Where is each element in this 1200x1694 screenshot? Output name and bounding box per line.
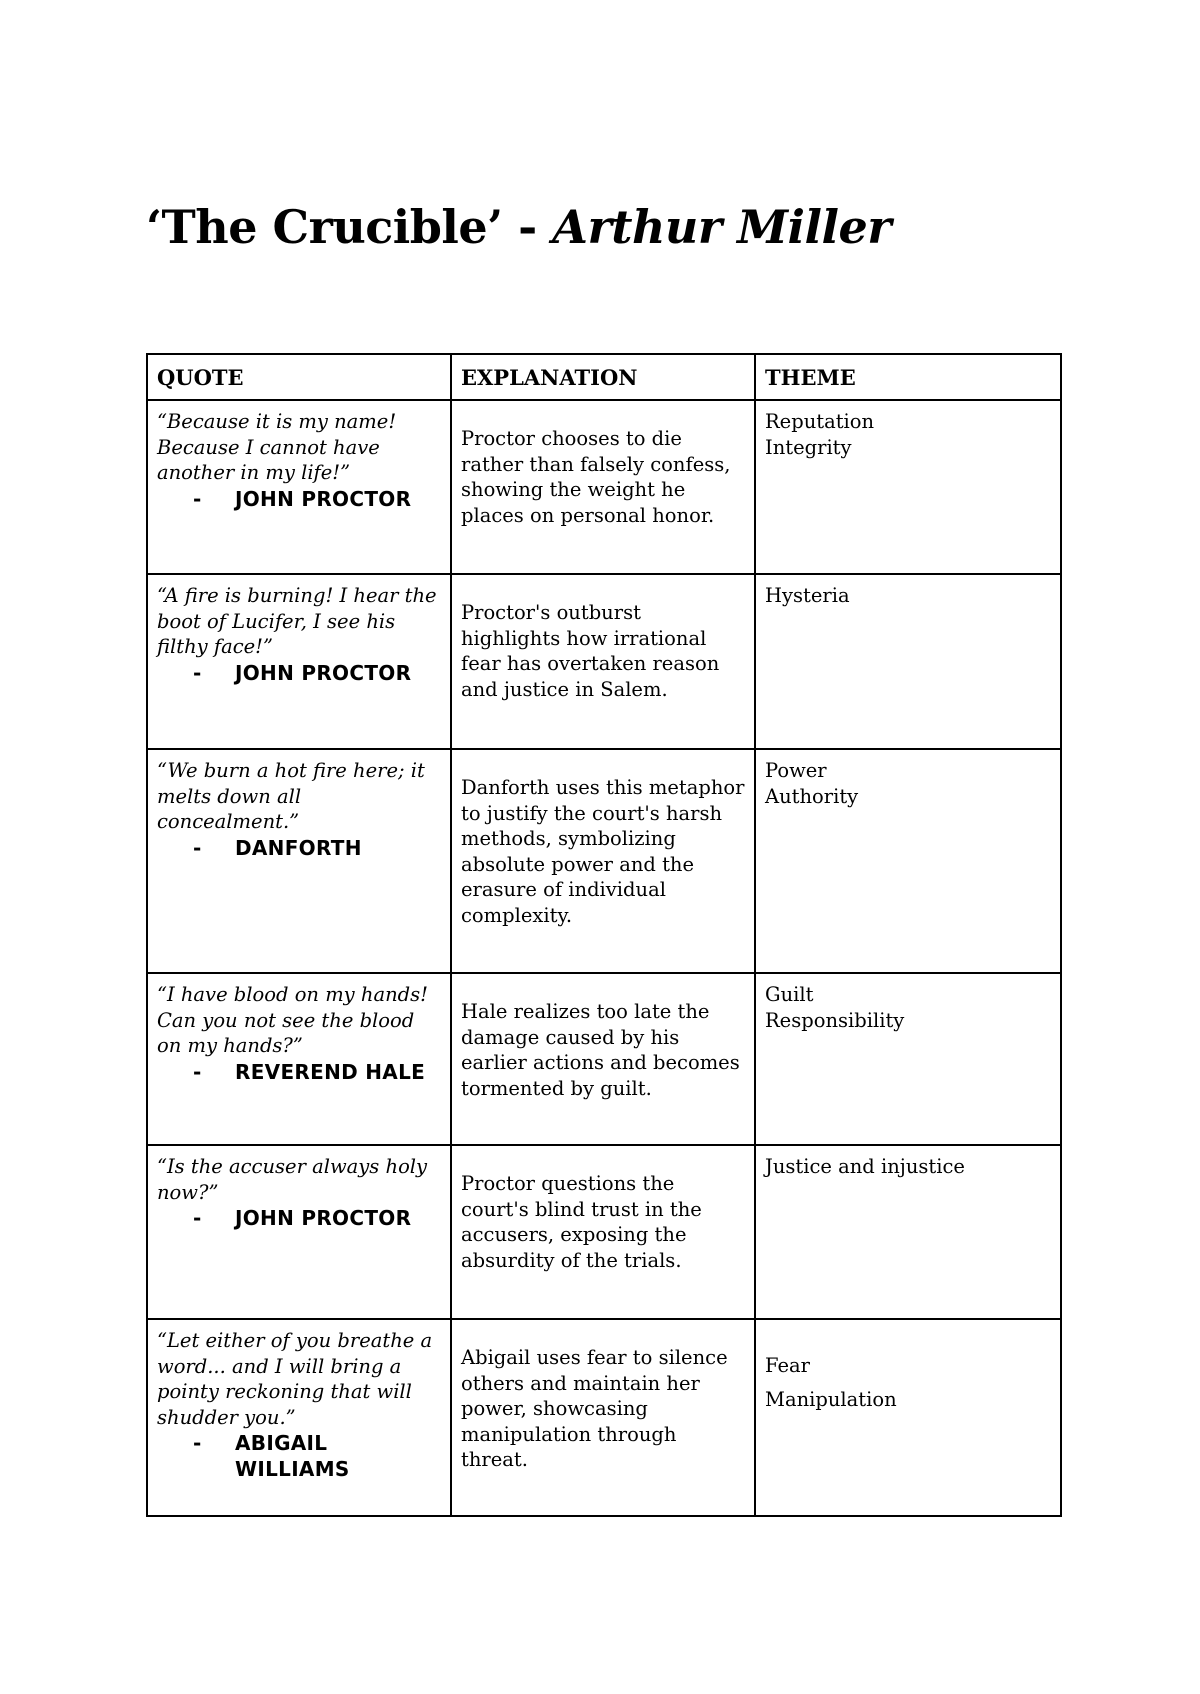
speaker xyxy=(157,835,441,861)
quote-text: “I have blood on my hands! Can you not see the blood on my hands?” xyxy=(157,983,428,1057)
table-row xyxy=(147,400,1061,574)
header-theme: THEME xyxy=(755,354,1061,400)
theme-label: Reputation xyxy=(765,410,875,433)
theme-label: Hysteria xyxy=(765,584,850,607)
explanation-cell: Abigail uses fear to silence others and maintain her power, showcasing manipulation through threat. xyxy=(451,1319,755,1516)
speaker-bullet: - xyxy=(193,835,202,860)
table-header-row xyxy=(147,354,1061,400)
speaker-name: JOHN PROCTOR xyxy=(235,1206,412,1230)
speaker-bullet: - xyxy=(193,1431,202,1455)
speaker-name: JOHN PROCTOR xyxy=(235,660,412,685)
quote-text: “We burn a hot fire here; it melts down all concealment.” xyxy=(157,759,425,833)
quote-text: “Is the accuser always holy now?” xyxy=(157,1155,428,1204)
speaker-name: ABIGAIL WILLIAMS xyxy=(235,1431,350,1481)
explanation-cell: Proctor's outburst highlights how irrational fear has overtaken reason and justice in Salem. xyxy=(451,574,755,749)
theme-label: Authority xyxy=(765,784,859,808)
quote-cell xyxy=(147,574,451,749)
header-quote: QUOTE xyxy=(147,354,451,400)
speaker-bullet: - xyxy=(193,486,202,511)
speaker-name: DANFORTH xyxy=(235,835,362,860)
page-title xyxy=(146,200,891,255)
speaker xyxy=(157,1430,441,1482)
table-row xyxy=(147,749,1061,973)
explanation-cell: Danforth uses this metaphor to justify the court's harsh methods, symbolizing absolute power and the erasure of individual complexity. xyxy=(451,749,755,973)
quote-cell xyxy=(147,400,451,574)
speaker xyxy=(157,1205,441,1231)
theme-label: Guilt xyxy=(765,983,814,1006)
quote-text: “A fire is burning! I hear the boot of Lucifer, I see his filthy face!” xyxy=(157,584,437,658)
quotes-table xyxy=(146,353,1062,1517)
explanation-cell: Proctor chooses to die rather than falsely confess, showing the weight he places on personal honor. xyxy=(451,400,755,574)
header-explanation: EXPLANATION xyxy=(451,354,755,400)
quote-text: “Let either of you breathe a word... and I will bring a pointy reckoning that will shudder you.” xyxy=(157,1329,433,1429)
theme-cell xyxy=(755,973,1061,1145)
quote-cell xyxy=(147,973,451,1145)
speaker-name: REVEREND HALE xyxy=(235,1059,426,1084)
quote-cell xyxy=(147,749,451,973)
theme-cell xyxy=(755,574,1061,749)
table-row xyxy=(147,1319,1061,1516)
theme-cell xyxy=(755,1145,1061,1319)
title-play: ‘The Crucible’ - xyxy=(146,200,553,254)
speaker-name: JOHN PROCTOR xyxy=(235,486,412,511)
theme-label: Justice and injustice xyxy=(765,1155,965,1178)
theme-label: Responsibility xyxy=(765,1008,905,1032)
theme-cell xyxy=(755,749,1061,973)
theme-label: Fear xyxy=(765,1354,810,1377)
speaker-bullet: - xyxy=(193,1206,202,1230)
speaker-bullet: - xyxy=(193,1059,202,1084)
quote-text: “Because it is my name! Because I cannot have another in my life!” xyxy=(157,410,397,484)
speaker xyxy=(157,1059,441,1085)
theme-cell xyxy=(755,1319,1061,1516)
theme-label: Manipulation xyxy=(765,1387,897,1411)
table-row xyxy=(147,973,1061,1145)
table-row xyxy=(147,574,1061,749)
speaker xyxy=(157,660,441,686)
theme-cell xyxy=(755,400,1061,574)
speaker xyxy=(157,486,441,512)
speaker-bullet: - xyxy=(193,660,202,685)
quote-cell xyxy=(147,1319,451,1516)
theme-label: Integrity xyxy=(765,435,852,459)
explanation-cell: Hale realizes too late the damage caused by his earlier actions and becomes tormented by guilt. xyxy=(451,973,755,1145)
table-row xyxy=(147,1145,1061,1319)
theme-label: Power xyxy=(765,759,827,782)
title-author: Arthur Miller xyxy=(552,200,891,254)
explanation-cell: Proctor questions the court's blind trust in the accusers, exposing the absurdity of the trials. xyxy=(451,1145,755,1319)
quote-cell xyxy=(147,1145,451,1319)
